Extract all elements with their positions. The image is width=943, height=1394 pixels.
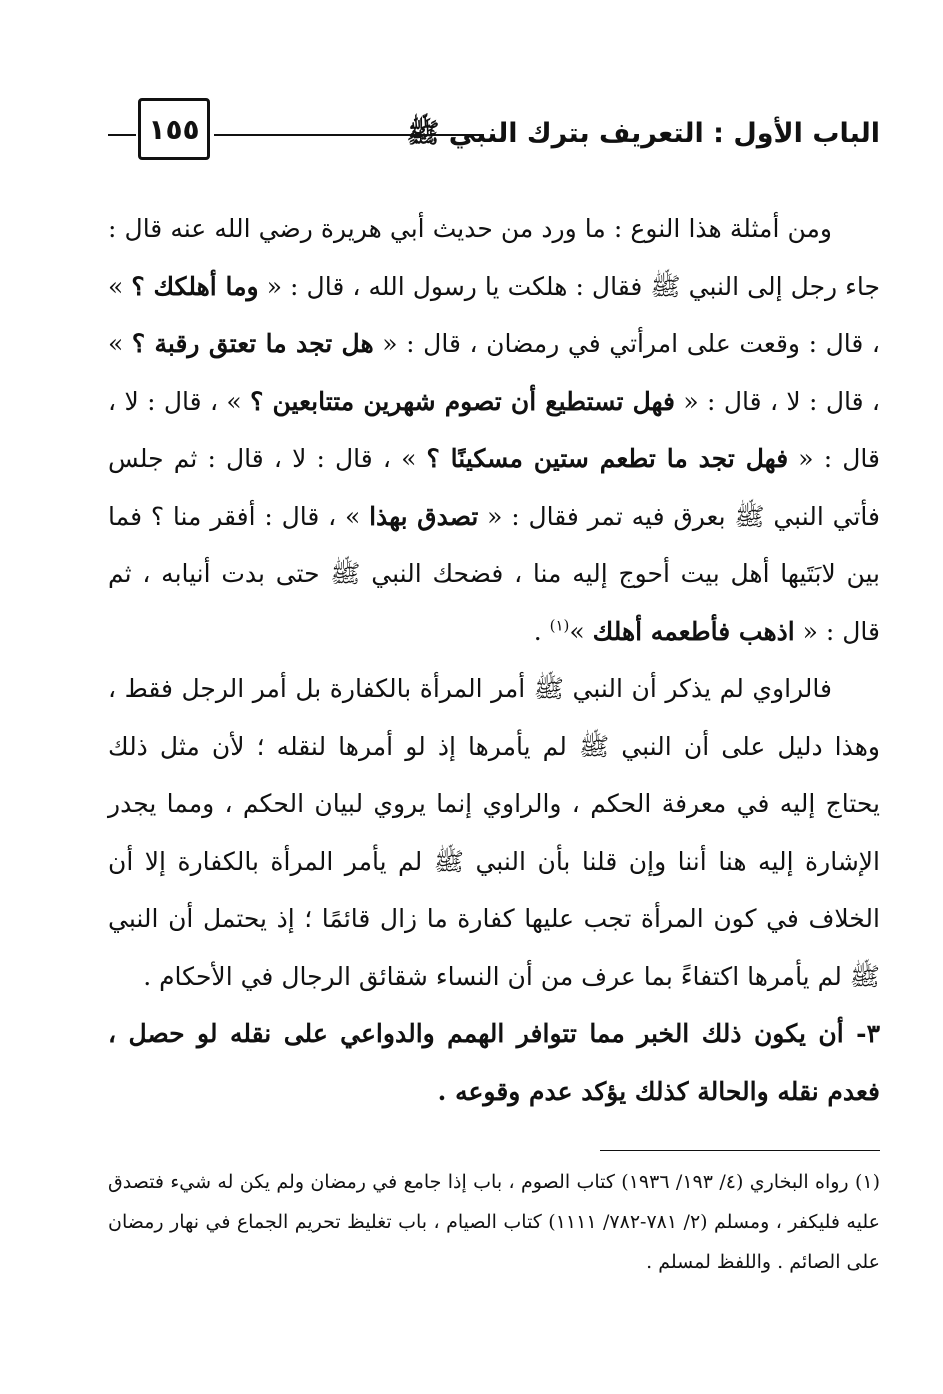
footnote-separator xyxy=(600,1150,880,1151)
prophet-quote: فهل تستطيع أن تصوم شهرين متتابعين ؟ xyxy=(250,386,675,416)
footnote-text: (١) رواه البخاري (٤/ ١٩٣/ ١٩٣٦) كتاب الصوم ، باب إذا جامع في رمضان ولم يكن له شيء فتصدق عليه فليكفر ، ومسلم (٢/ ٧٨١-٧٨٢/ ١١١١) كتاب الصيام ، باب تغليظ تحريم الجماع في نهار رمضان على الصائم . واللفظ لمسلم . xyxy=(108,1171,881,1273)
paragraph-hadith xyxy=(108,200,880,660)
paragraph-discussion: فالراوي لم يذكر أن النبي ﷺ أمر المرأة بالكفارة بل أمر الرجل فقط ، وهذا دليل على أن النبي ﷺ لم يأمرها إذ لو أمرها لنقله ؛ لأن مثل ذلك يحتاج إليه في معرفة الحكم ، والراوي إنما يروي لبيان الحكم ، ومما يجدر الإشارة إليه هنا أننا وإن قلنا بأن النبي ﷺ لم يأمر المرأة بالكفارة إلا أن الخلاف في كون المرأة تجب عليها كفارة ما زال قائمًا ؛ إذ يحتمل أن النبي ﷺ لم يأمرها اكتفاءً بما عرف من أن النساء شقائق الرجال في الأحكام . xyxy=(108,674,880,991)
narration-text: » ، قال : لا ، قال : « xyxy=(108,329,880,416)
narration-text: » ، قال : وقعت على امرأتي في رمضان ، قال : « xyxy=(108,271,880,358)
prophet-quote: هل تجد ما تعتق رقبة ؟ xyxy=(131,329,374,358)
narration-text: » ، قال : لا ، قال : ثم جلس فأتي النبي ﷺ بعرق فيه تمر فقال : « xyxy=(108,444,880,531)
prophet-quote: وما أهلكك ؟ xyxy=(131,271,259,301)
footnote xyxy=(108,1162,880,1282)
chapter-title: الباب الأول : التعريف بترك النبي ﷺ xyxy=(406,118,880,149)
main-text xyxy=(108,200,880,1120)
page-number: ١٥٥ xyxy=(138,98,210,160)
narration-text: » xyxy=(569,616,593,646)
paragraph-point-3: ٣- أن يكون ذلك الخبر مما تتوافر الهمم والدواعي على نقله لو حصل ، فعدم نقله والحالة كذلك يؤكد عدم وقوعه . xyxy=(108,1019,880,1106)
prophet-quote: تصدق بهذا xyxy=(369,501,479,531)
narration-text: ومن أمثلة هذا النوع : ما ورد من حديث أبي هريرة رضي الله عنه قال : جاء رجل إلى النبي ﷺ فقال : هلكت يا رسول الله ، قال : « xyxy=(108,214,880,301)
prophet-quote: فهل تجد ما تطعم ستين مسكينًا ؟ xyxy=(426,444,789,473)
running-header xyxy=(108,98,880,170)
narration-text: » ، قال : لا ، قال : « xyxy=(108,386,880,473)
narration-text: . xyxy=(533,616,550,646)
header-rule xyxy=(214,134,482,136)
narration-text: » ، قال : أفقر منا ؟ فما بين لابَتَيها أهل بيت أحوج إليه منا ، فضحك النبي ﷺ حتى بدت أنيابه ، ثم قال : « xyxy=(108,501,880,646)
footnote-reference[interactable]: (١) xyxy=(549,616,570,635)
prophet-quote: اذهب فأطعمه أهلك xyxy=(592,616,795,646)
header-rule-short xyxy=(108,134,136,136)
